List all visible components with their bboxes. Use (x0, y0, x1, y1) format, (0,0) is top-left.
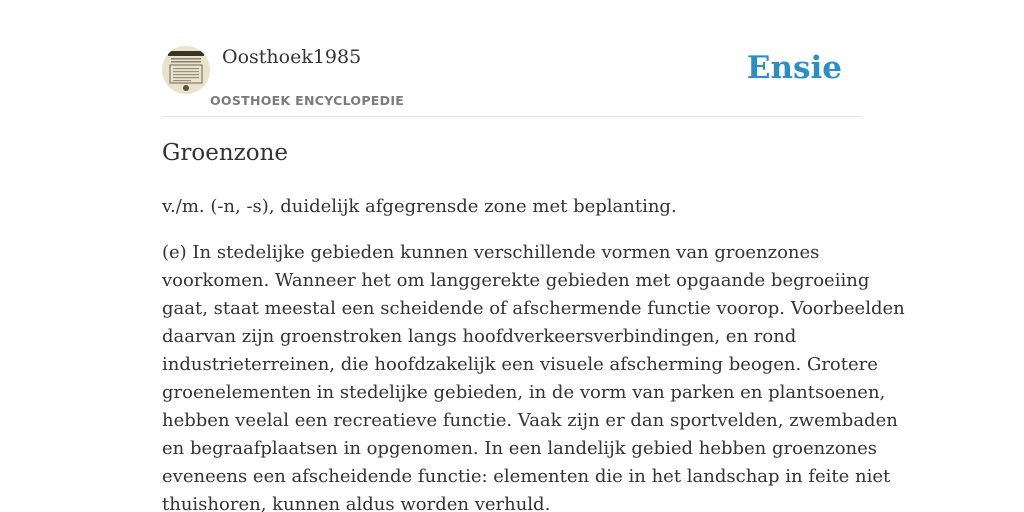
entry-definition: v./m. (-n, -s), duidelijk afgegrensde zone met beplanting. (162, 196, 677, 217)
body-line: daarvan zijn groenstroken langs hoofdverkeersverbindingen, en rond (162, 326, 797, 347)
author-name[interactable]: Oosthoek1985 (222, 46, 362, 68)
body-line: voorkomen. Wanneer het om langgerekte gebieden met opgaande begroeiing (162, 270, 870, 291)
avatar[interactable] (162, 46, 210, 94)
body-line: thuishoren, kunnen aldus worden verhuld. (162, 494, 551, 512)
entry-title: Groenzone (162, 140, 289, 166)
brand-logo[interactable]: Ensie (746, 50, 842, 86)
body-line: groenelementen in stedelijke gebieden, in de vorm van parken en plantsoenen, (162, 382, 886, 403)
book-cover-icon (162, 46, 210, 94)
entry-body (162, 239, 905, 512)
body-line: industrieterreinen, die hoofdzakelijk een visuele afscherming beogen. Grotere (162, 354, 878, 375)
body-line: (e) In stedelijke gebieden kunnen verschillende vormen van groenzones (162, 242, 820, 263)
body-line: gaat, staat meestal een scheidende of afschermende functie voorop. Voorbeelden (162, 298, 905, 319)
source-label[interactable]: OOSTHOEK ENCYCLOPEDIE (210, 93, 405, 108)
body-line: hebben veelal een recreatieve functie. Vaak zijn er dan sportvelden, zwembaden (162, 410, 898, 431)
body-line: eveneens een afscheidende functie: elementen die in het landschap in feite niet (162, 466, 891, 487)
header (162, 44, 862, 117)
body-line: en begraafplaatsen in opgenomen. In een landelijk gebied hebben groenzones (162, 438, 878, 459)
